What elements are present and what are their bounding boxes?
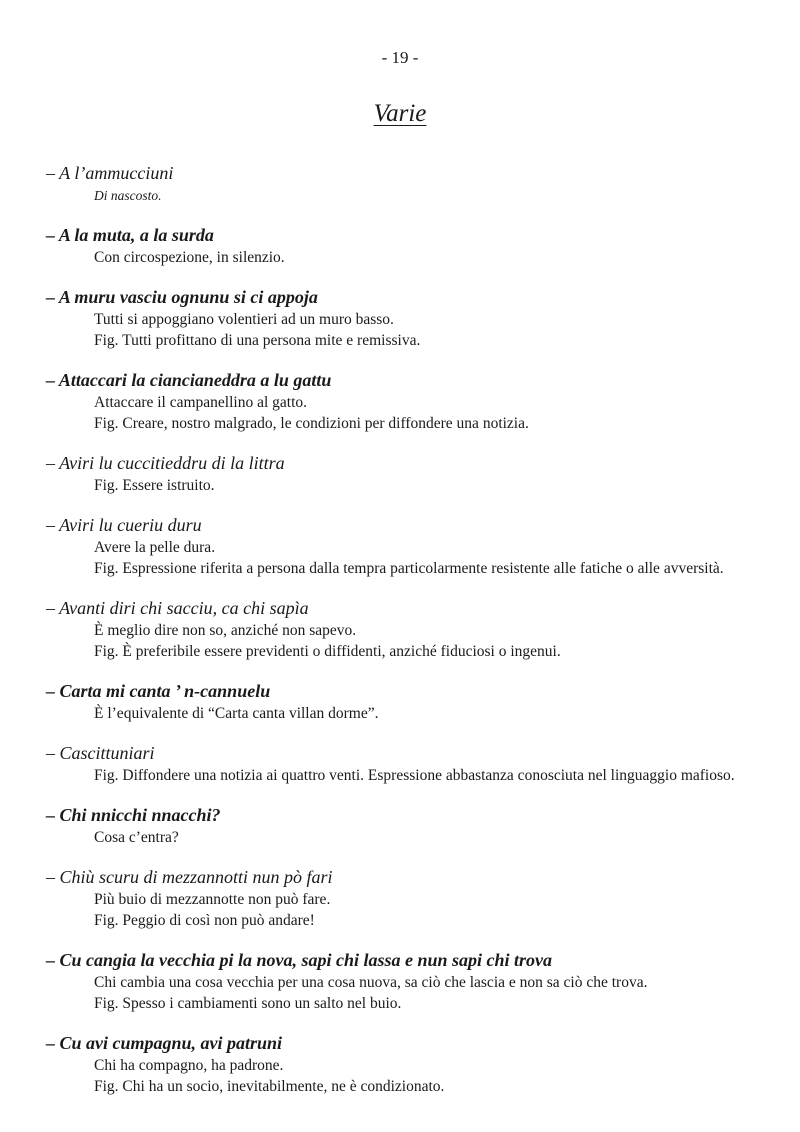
- list-item: [46, 514, 746, 579]
- entry-definition: Attaccare il campanellino al gatto.: [94, 394, 308, 411]
- list-item: [46, 949, 746, 1014]
- entry-term: – Aviri lu cueriu duru: [46, 515, 202, 535]
- entry-figurative: Fig. È preferibile essere previdenti o diffidenti, anziché fiduciosi o ingenui.: [94, 643, 561, 660]
- list-item: [46, 162, 746, 206]
- entry-definition: È l’equivalente di “Carta canta villan dorme”.: [94, 705, 379, 722]
- entry-definition: Tutti si appoggiano volentieri ad un muro basso.: [94, 311, 394, 328]
- entry-term: – Chiù scuru di mezzannotti nun pò fari: [46, 867, 333, 887]
- entry-list: [46, 162, 746, 1115]
- entry-term: – Attaccari la ciancianeddra a lu gattu: [46, 370, 332, 390]
- list-item: [46, 597, 746, 662]
- entry-definition: Cosa c’entra?: [94, 829, 179, 846]
- entry-definition: Fig. Essere istruito.: [94, 477, 215, 494]
- list-item: [46, 866, 746, 931]
- entry-term: – Carta mi canta ’ n-cannuelu: [46, 681, 271, 701]
- list-item: [46, 286, 746, 351]
- entry-term: – Avanti diri chi sacciu, ca chi sapìa: [46, 598, 309, 618]
- entry-definition: Con circospezione, in silenzio.: [94, 249, 285, 266]
- entry-term: – Cu cangia la vecchia pi la nova, sapi chi lassa e nun sapi chi trova: [46, 950, 553, 970]
- entry-definition: Di nascosto.: [94, 188, 162, 203]
- list-item: [46, 452, 746, 496]
- entry-figurative: Fig. Chi ha un socio, inevitabilmente, ne è condizionato.: [94, 1078, 445, 1095]
- entry-definition: Più buio di mezzannotte non può fare.: [94, 891, 331, 908]
- entry-term: – Aviri lu cuccitieddru di la littra: [46, 453, 285, 473]
- entry-figurative: Fig. Spesso i cambiamenti sono un salto nel buio.: [94, 995, 402, 1012]
- list-item: [46, 1032, 746, 1097]
- page-title: Varie: [373, 100, 427, 127]
- entry-definition: È meglio dire non so, anziché non sapevo.: [94, 622, 357, 639]
- entry-definition: Chi cambia una cosa vecchia per una cosa nuova, sa ciò che lascia e non sa ciò che trova.: [94, 974, 648, 991]
- entry-figurative: Fig. Creare, nostro malgrado, le condizioni per diffondere una notizia.: [94, 415, 529, 432]
- entry-figurative: Fig. Espressione riferita a persona dalla tempra particolarmente resistente alle fatiche o alle avversità.: [94, 560, 724, 577]
- entry-definition: Chi ha compagno, ha padrone.: [94, 1057, 284, 1074]
- entry-term: – A muru vasciu ognunu si ci appoja: [46, 287, 318, 307]
- entry-definition: Avere la pelle dura.: [94, 539, 216, 556]
- entry-term: – Cascittuniari: [46, 743, 155, 763]
- list-item: [46, 369, 746, 434]
- list-item: [46, 224, 746, 268]
- page-number: - 19 -: [381, 48, 419, 67]
- list-item: [46, 680, 746, 724]
- entry-term: – A l’ammucciuni: [46, 163, 174, 183]
- entry-definition: Fig. Diffondere una notizia ai quattro venti. Espressione abbastanza conosciuta nel linguaggio mafioso.: [94, 767, 735, 784]
- entry-term: – A la muta, a la surda: [46, 225, 214, 245]
- entry-figurative: Fig. Tutti profittano di una persona mite e remissiva.: [94, 332, 421, 349]
- list-item: [46, 742, 746, 786]
- entry-term: – Chi nnicchi nnacchi?: [46, 805, 221, 825]
- list-item: [46, 804, 746, 848]
- entry-figurative: Fig. Peggio di così non può andare!: [94, 912, 315, 929]
- entry-term: – Cu avi cumpagnu, avi patruni: [46, 1033, 283, 1053]
